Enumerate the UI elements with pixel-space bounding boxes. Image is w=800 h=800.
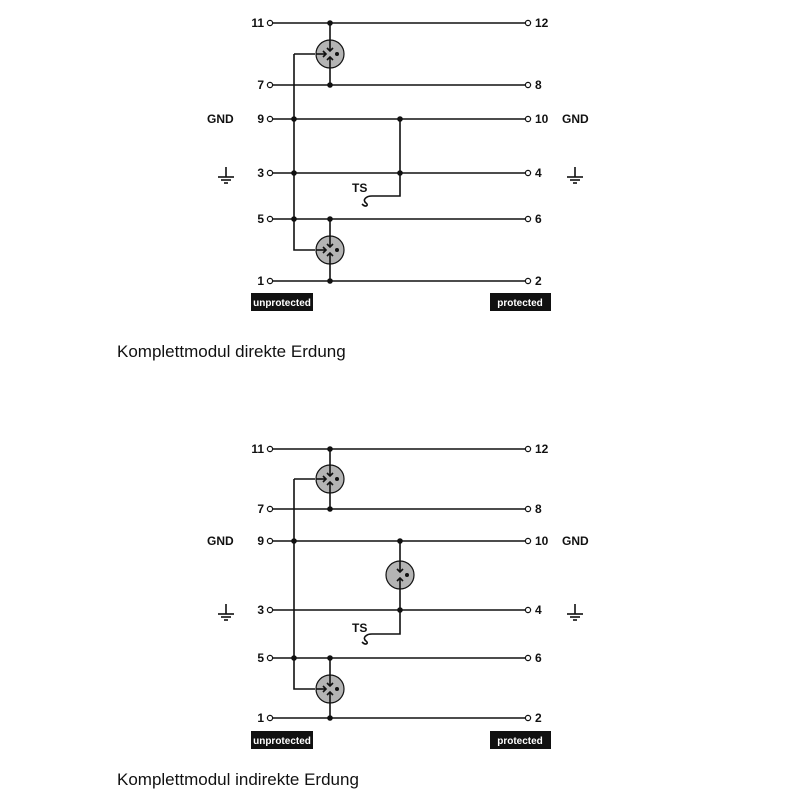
pin-label: 6 — [535, 651, 542, 665]
ts-label: TS — [352, 181, 368, 195]
pin-label: 7 — [257, 78, 264, 92]
ground-icon — [567, 167, 583, 183]
gas-discharge-tube-middle — [386, 561, 414, 589]
pin-label: 2 — [535, 711, 542, 725]
gas-discharge-tube-bottom — [316, 675, 344, 703]
caption-direct: Komplettmodul direkte Erdung — [117, 342, 346, 361]
protected-badge-label: protected — [497, 736, 543, 747]
pin-label: 10 — [535, 112, 549, 126]
unprotected-badge-label: unprotected — [253, 736, 311, 747]
pin-label: 10 — [535, 534, 549, 548]
pin-label: 7 — [257, 502, 264, 516]
gas-discharge-tube-top — [316, 40, 344, 68]
pin-label: 9 — [257, 112, 264, 126]
pin-label: 12 — [535, 16, 549, 30]
ground-icon — [218, 167, 234, 183]
gnd-label-right: GND — [562, 112, 589, 126]
pin-label: 5 — [257, 212, 264, 226]
ground-bus — [294, 54, 315, 250]
pin-label: 11 — [251, 16, 264, 30]
gnd-label-left: GND — [207, 112, 234, 126]
pin-label: 12 — [535, 442, 549, 456]
gnd-label-left: GND — [207, 534, 234, 548]
diagram-indirect — [117, 442, 589, 789]
protected-badge-label: protected — [497, 298, 543, 309]
ts-label: TS — [352, 621, 368, 635]
gas-discharge-tube-bottom — [316, 236, 344, 264]
pin-label: 3 — [257, 166, 264, 180]
pin-label: 4 — [535, 166, 542, 180]
pin-label: 8 — [535, 78, 542, 92]
ground-icon — [567, 604, 583, 620]
pin-label: 1 — [257, 711, 264, 725]
gas-discharge-tube-top — [316, 465, 344, 493]
ts-wire — [372, 119, 400, 196]
pin-label: 4 — [535, 603, 542, 617]
diagram-direct — [117, 16, 589, 361]
pin-label: 5 — [257, 651, 264, 665]
caption-indirect: Komplettmodul indirekte Erdung — [117, 770, 359, 789]
pin-label: 9 — [257, 534, 264, 548]
unprotected-badge-label: unprotected — [253, 298, 311, 309]
pin-label: 1 — [257, 274, 264, 288]
pin-label: 11 — [251, 442, 264, 456]
pin-label: 8 — [535, 502, 542, 516]
pin-label: 3 — [257, 603, 264, 617]
ts-wire — [372, 610, 400, 634]
pin-label: 2 — [535, 274, 542, 288]
gnd-label-right: GND — [562, 534, 589, 548]
pin-label: 6 — [535, 212, 542, 226]
ground-icon — [218, 604, 234, 620]
